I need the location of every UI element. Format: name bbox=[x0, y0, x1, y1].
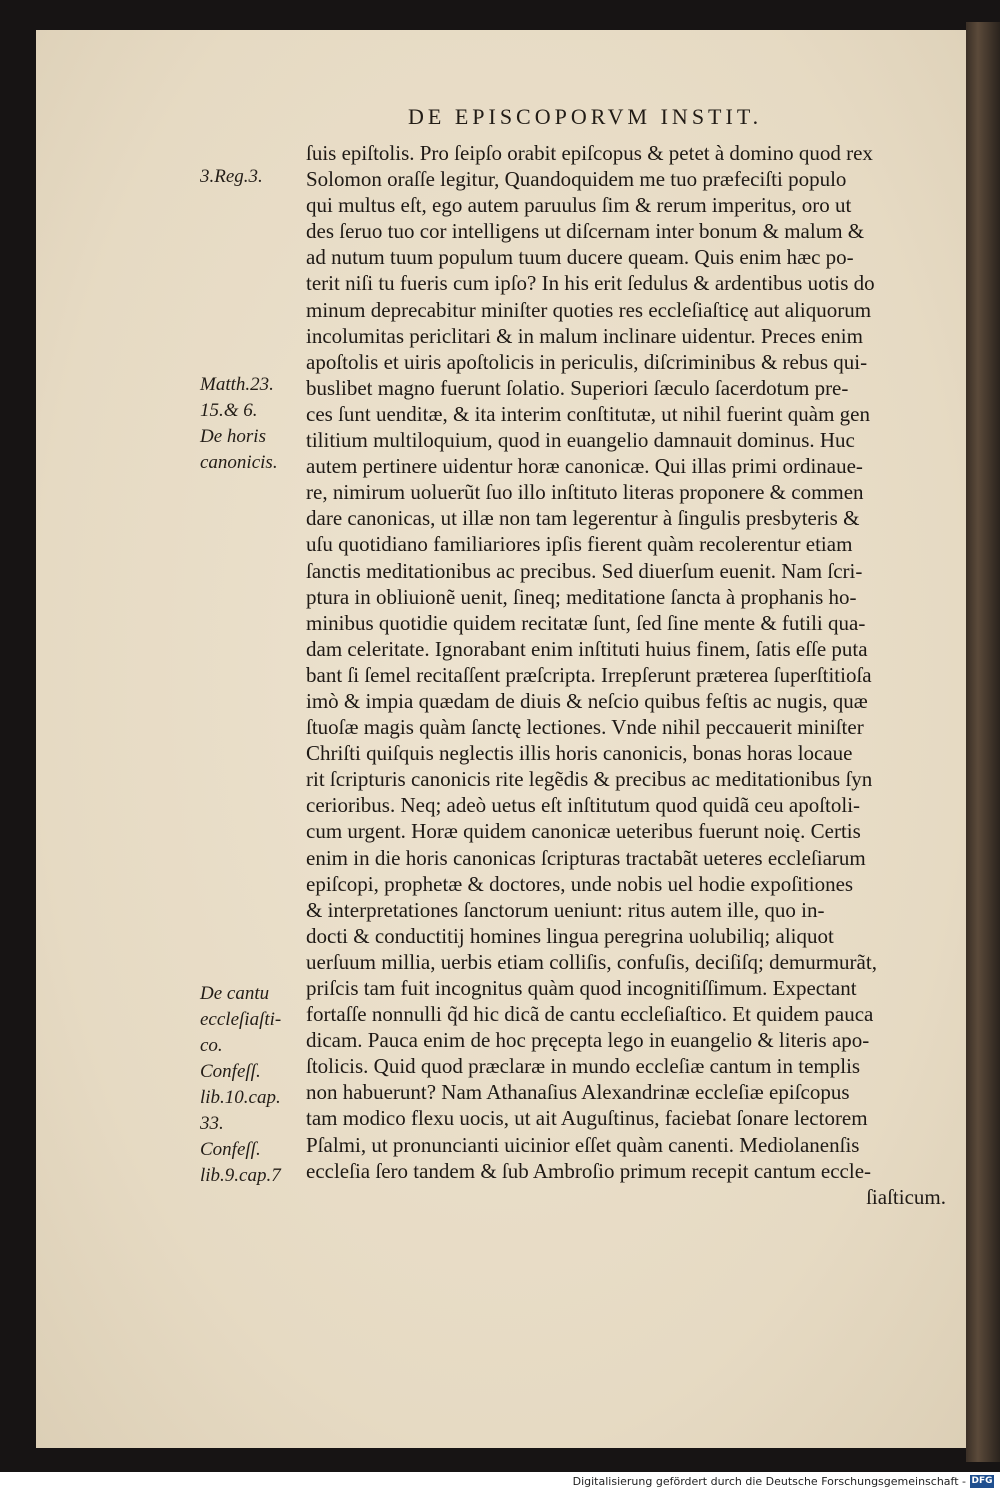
text-line: ſtolicis. Quid quod præclaræ in mundo eccleſiæ cantum in templis bbox=[306, 1054, 861, 1079]
margin-note: Matth.23. bbox=[200, 374, 274, 395]
book-spine bbox=[966, 22, 1000, 1462]
text-line: apoſtolis et uiris apoſtolicis in periculis, diſcriminibus & rebus qui- bbox=[306, 349, 868, 374]
text-line: & interpretationes ſanctorum ueniunt: ritus autem ille, quo in- bbox=[306, 897, 825, 922]
text-line: docti & conductitij homines lingua peregrina uolubiliq; aliquot bbox=[306, 923, 834, 948]
text-line: buslibet magno fuerunt ſolatio. Superiori ſæculo ſacerdotum pre- bbox=[306, 375, 849, 400]
margin-note: Confeſſ. bbox=[200, 1061, 261, 1082]
margin-note: lib.9.cap.7 bbox=[200, 1165, 281, 1186]
margin-note: 33. bbox=[200, 1113, 224, 1134]
text-line: autem pertinere uidentur horæ canonicæ. Qui illas primi ordinaue- bbox=[306, 454, 863, 479]
running-head: DE EPISCOPORVM INSTIT. bbox=[408, 104, 763, 129]
text-line: ad nutum tuum populum tuum ducere queam. Quis enim hæc po- bbox=[306, 245, 854, 270]
text-line: minum deprecabitur miniſter quoties res eccleſiaſticę aut aliquorum bbox=[306, 297, 872, 322]
text-line: minibus quotidie quidem recitatæ ſunt, ſed ſine mente & futili qua- bbox=[306, 610, 866, 635]
text-line: priſcis tam fuit incognitus quàm quod incognitiſſimum. Expectant bbox=[306, 976, 857, 1000]
margin-note: De horis bbox=[200, 426, 266, 447]
body-text bbox=[306, 140, 956, 1210]
text-line: rit ſcripturis canonicis rite legẽdis & precibus ac meditationibus ſyn bbox=[306, 767, 873, 792]
text-line: eccleſia ſero tandem & ſub Ambroſio primum recepit cantum eccle- bbox=[306, 1158, 872, 1183]
margin-note: Confeſſ. bbox=[200, 1139, 261, 1160]
text-line: ptura in obliuionẽ uenit, ſineq; meditatione ſancta à prophanis ho- bbox=[306, 584, 857, 609]
text-line: Pſalmi, ut pronuncianti uicinior eſſet quàm canenti. Mediolanenſis bbox=[306, 1132, 860, 1157]
margin-note: co. bbox=[200, 1035, 223, 1056]
text-line: des ſeruo tuo cor intelligens ut diſcernam inter bonum & malum & bbox=[306, 219, 865, 244]
dfg-logo-icon: DFG bbox=[971, 1476, 993, 1486]
footer-funding-note: Digitalisierung gefördert durch die Deutsche Forschungsgemeinschaft - bbox=[572, 1475, 966, 1488]
text-line: uerſuum millia, uerbis etiam colliſis, confuſis, deciſiſq; demurmurãt, bbox=[306, 949, 877, 974]
text-line: ces ſunt uenditæ, & ita interim conſtitutæ, ut nihil fuerint quàm gen bbox=[306, 401, 870, 426]
text-line: enim in die horis canonicas ſcripturas tractabãt ueteres eccleſiarum bbox=[306, 845, 866, 870]
margin-note: eccleſiaſti- bbox=[200, 1009, 282, 1030]
margin-note: lib.10.cap. bbox=[200, 1087, 281, 1108]
text-line: dam celeritate. Ignorabant enim inſtituti huius finem, ſatis eſſe puta bbox=[306, 636, 868, 661]
margin-note: canonicis. bbox=[200, 452, 278, 473]
text-line: tilitium multiloquium, quod in euangelio damnauit dominus. Huc bbox=[306, 428, 855, 453]
text-line: cum urgent. Horæ quidem canonicæ ueteribus fuerunt noię. Certis bbox=[306, 819, 861, 844]
margin-note: De cantu bbox=[200, 983, 270, 1004]
text-line: terit niſi tu fueris cum ipſo? In his erit ſedulus & ardentibus uotis do bbox=[306, 271, 875, 296]
text-line: qui multus eſt, ego autem paruulus ſim & rerum imperitus, oro ut bbox=[306, 193, 852, 218]
text-line: bant ſi ſemel recitaſſent præſcripta. Irrepſerunt præterea ſuperſtitioſa bbox=[306, 662, 872, 687]
text-line: dare canonicas, ut illæ non tam legerentur à ſingulis presbyteris & bbox=[306, 506, 860, 531]
text-line: fortaſſe nonnulli q̃d hic dicã de cantu eccleſiaſtico. Et quidem pauca bbox=[306, 1002, 874, 1027]
text-line: ſtuoſæ magis quàm ſanctę lectiones. Vnde nihil peccauerit miniſter bbox=[306, 715, 864, 740]
text-line: non habuerunt? Nam Athanaſius Alexandrinæ eccleſiæ epiſcopus bbox=[306, 1080, 850, 1105]
text-line: ſanctis meditationibus ac precibus. Sed diuerſum euenit. Nam ſcri- bbox=[306, 558, 863, 583]
text-line: incolumitas periclitari & in malum inclinare uidentur. Preces enim bbox=[306, 323, 863, 348]
text-line: ſiaſticum. bbox=[866, 1184, 946, 1209]
text-line: Chriſti quiſquis neglectis illis horis canonicis, bonas horas locaue bbox=[306, 741, 853, 766]
text-line: imò & impia quædam de diuis & neſcio quibus feſtis ac nugis, quæ bbox=[306, 688, 868, 713]
text-line: dicam. Pauca enim de hoc pręcepta lego in euangelio & literis apo- bbox=[306, 1028, 870, 1053]
text-line: epiſcopi, prophetæ & doctores, unde nobis uel hodie expoſitiones bbox=[306, 871, 854, 896]
margin-notes bbox=[0, 0, 300, 1400]
text-line: cerioribus. Neq; adeò uetus eſt inſtitutum quod quidã ceu apoſtoli- bbox=[306, 793, 861, 818]
text-line: tam modico flexu uocis, ut ait Auguſtinus, faciebat ſonare lectorem bbox=[306, 1106, 868, 1131]
margin-note: 3.Reg.3. bbox=[200, 166, 263, 187]
text-line: ſuis epiſtolis. Pro ſeipſo orabit epiſcopus & petet à domino quod rex bbox=[306, 141, 873, 165]
text-line: re, nimirum uoluerũt ſuo illo inſtituto literas proponere & commen bbox=[306, 480, 864, 505]
margin-note: 15.& 6. bbox=[200, 400, 258, 421]
text-line: uſu quotidiano familiariores ipſis fierent quàm recolerentur etiam bbox=[306, 532, 853, 557]
text-line: Solomon oraſſe legitur, Quandoquidem me tuo præfeciſti populo bbox=[306, 167, 847, 192]
